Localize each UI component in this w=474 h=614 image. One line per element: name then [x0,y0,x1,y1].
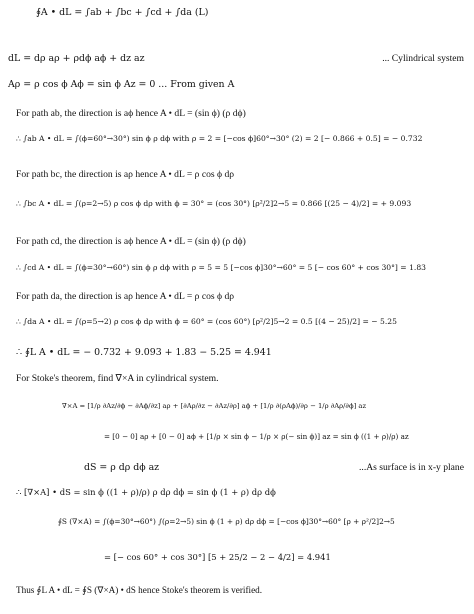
conclusion: Thus ∮L A • dL = ∮S (∇×A) • dS hence Stoke's theorem is verified. [16,585,263,595]
path-ab-integral: ∴ ∫ab A • dL = ∫(ϕ=60°→30°) sin ϕ ρ dϕ with ρ = 2 = [−cos ϕ]60°→30° (2) = 2 [− 0.866 + 0.5] = − 0.732 [16,134,423,143]
surface-integral: ∮S (∇×A) = ∫(ϕ=30°→60°) ∫(ρ=2→5) sin ϕ (1 + ρ) dρ dϕ = [−cos ϕ]30°→60° [ρ + ρ²/2]2→5 [58,517,395,526]
curl-formula: ∇×A = [1/ρ ∂Az/∂ϕ − ∂Aϕ/∂z] aρ + [∂Aρ/∂z − ∂Az/∂ρ] aϕ + [1/ρ ∂(ρAϕ)/∂ρ − 1/ρ ∂Aρ/∂ϕ] az [62,402,367,410]
surface-note: ...As surface is in x-y plane [359,462,464,473]
differential-length: dL = dρ aρ + ρdϕ aϕ + dz az [8,53,145,64]
cylindrical-system-note: ... Cylindrical system [382,53,464,64]
vector-components: Aρ = ρ cos ϕ Aϕ = sin ϕ Az = 0 ... From given A [8,79,235,90]
surface-element: dS = ρ dρ dϕ az [84,462,160,473]
path-bc-integral: ∴ ∫bc A • dL = ∫(ρ=2→5) ρ cos ϕ dρ with ϕ = 30° = (cos 30°) [ρ²/2]2→5 = 0.866 [(25 − 4)/2] = + 9.093 [16,199,412,208]
total-line-integral: ∴ ∮L A • dL = − 0.732 + 9.093 + 1.83 − 5.25 = 4.941 [16,347,272,358]
stokes-heading: For Stoke's theorem, find ∇×A in cylindrical system. [16,373,219,384]
surface-integral-result: = [− cos 60° + cos 30°] [5 + 25/2 − 2 − 4/2] = 4.941 [104,552,331,562]
line-integral-sum: ∮A • dL = ∫ab + ∫bc + ∫cd + ∫da (L) [36,7,209,18]
path-cd-integral: ∴ ∫cd A • dL = ∫(ϕ=30°→60°) sin ϕ ρ dϕ with ρ = 5 = 5 [−cos ϕ]30°→60° = 5 [− cos 60° + cos 30°] = 1.83 [16,263,426,272]
curl-dot-ds: ∴ [∇×A] • dS = sin ϕ ((1 + ρ)/ρ) ρ dρ dϕ = sin ϕ (1 + ρ) dρ dϕ [16,487,276,497]
path-cd-heading: For path cd, the direction is aϕ hence A • dL = (sin ϕ) (ρ dϕ) [16,236,246,247]
curl-evaluation: = [0 − 0] aρ + [0 − 0] aϕ + [1/ρ × sin ϕ − 1/ρ × ρ(− sin ϕ)] az = sin ϕ ((1 + ρ)/ρ) az [104,432,409,441]
path-ab-heading: For path ab, the direction is aϕ hence A • dL = (sin ϕ) (ρ dϕ) [16,108,246,119]
path-da-heading: For path da, the direction is aρ hence A • dL = ρ cos ϕ dρ [16,291,235,302]
path-da-integral: ∴ ∫da A • dL = ∫(ρ=5→2) ρ cos ϕ dρ with ϕ = 60° = (cos 60°) [ρ²/2]5→2 = 0.5 [(4 − 25)/2] = − 5.25 [16,317,397,326]
path-bc-heading: For path bc, the direction is aρ hence A • dL = ρ cos ϕ dρ [16,169,235,180]
